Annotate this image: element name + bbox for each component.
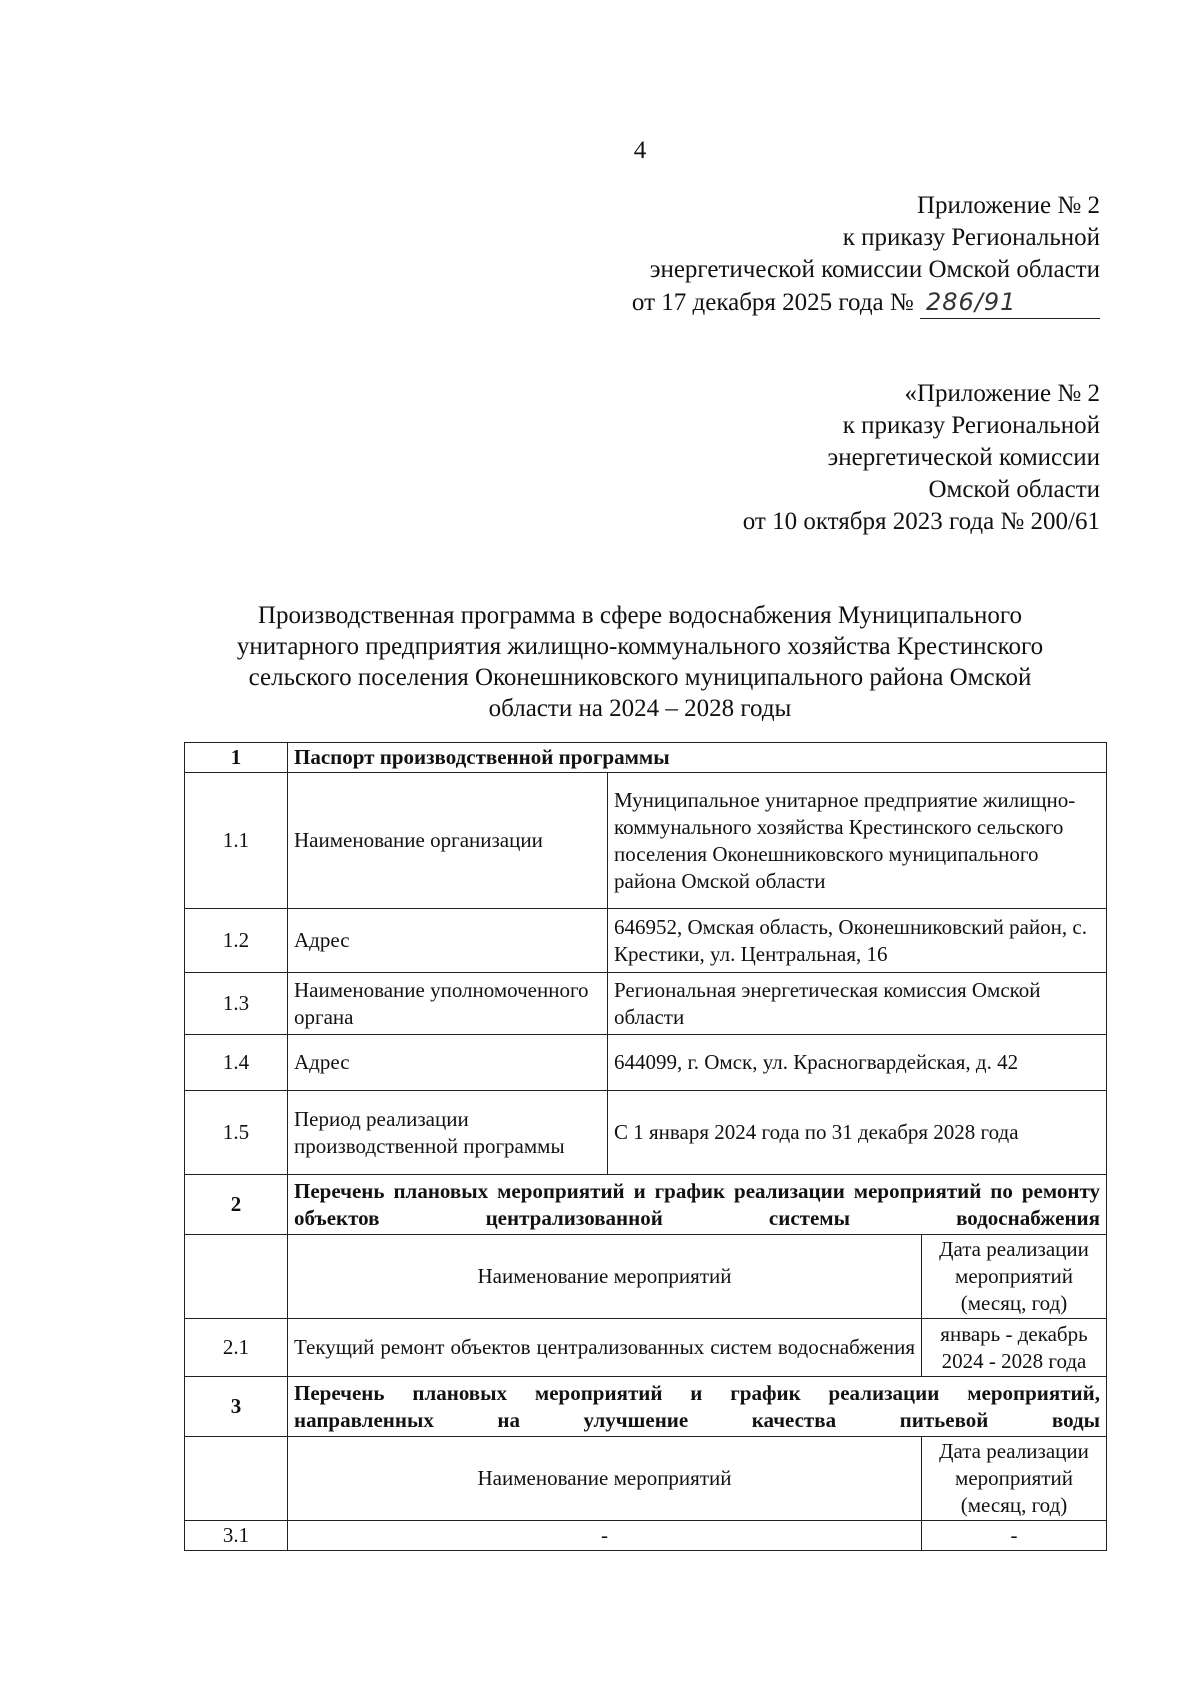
row-number: 2.1 — [185, 1319, 288, 1377]
appendix-line: энергетической комиссии Омской области — [649, 256, 1100, 283]
table-row — [185, 1035, 1107, 1091]
column-header-date: Дата реализации мероприятий (месяц, год) — [922, 1235, 1107, 1319]
table-row — [185, 1521, 1107, 1551]
row-number: 3.1 — [185, 1521, 288, 1551]
appendix-line: Приложение № 2 — [916, 192, 1100, 219]
row-label: Адрес — [288, 909, 608, 973]
section-title: Перечень плановых мероприятий и график реализации мероприятий по ремонту объектов централизованной системы водоснабжения — [288, 1175, 1107, 1235]
production-program-table — [184, 742, 1107, 1551]
measure-date: январь - декабрь 2024 - 2028 года — [922, 1319, 1107, 1377]
column-header-row — [185, 1235, 1107, 1319]
row-label: Период реализации производственной программы — [288, 1091, 608, 1175]
row-value: С 1 января 2024 года по 31 декабря 2028 года — [608, 1091, 1107, 1175]
row-label: Наименование уполномоченного органа — [288, 973, 608, 1035]
title-line: сельского поселения Оконешниковского муниципального района Омской — [248, 664, 1032, 691]
document-title — [190, 600, 1090, 724]
appendix-line: к приказу Региональной — [842, 224, 1100, 251]
measure-name: - — [288, 1521, 922, 1551]
table-row — [185, 1091, 1107, 1175]
appendix-header-new — [632, 190, 1100, 319]
row-number: 1.5 — [185, 1091, 288, 1175]
row-value: 644099, г. Омск, ул. Красногвардейская, д. 42 — [608, 1035, 1107, 1091]
section-2-header-row — [185, 1175, 1107, 1235]
empty-cell — [185, 1235, 288, 1319]
section-number: 1 — [185, 743, 288, 773]
appendix-date-prefix: от 17 декабря 2025 года № — [631, 289, 914, 316]
section-1-header-row — [185, 743, 1107, 773]
handwritten-order-number: 286/91 — [920, 286, 1100, 319]
section-number: 2 — [185, 1175, 288, 1235]
table-row — [185, 973, 1107, 1035]
column-header-name: Наименование мероприятий — [288, 1235, 922, 1319]
column-header-date: Дата реализации мероприятий (месяц, год) — [922, 1437, 1107, 1521]
row-number: 1.2 — [185, 909, 288, 973]
title-line: Производственная программа в сфере водоснабжения Муниципального — [257, 602, 1023, 629]
title-line: унитарного предприятия жилищно-коммунального хозяйства Крестинского — [236, 633, 1044, 660]
row-value: 646952, Омская область, Оконешниковский район, с. Крестики, ул. Центральная, 16 — [608, 909, 1107, 973]
appendix-line: к приказу Региональной — [842, 412, 1100, 439]
table-row — [185, 773, 1107, 909]
page-number: 4 — [633, 137, 647, 164]
measure-date: - — [922, 1521, 1107, 1551]
empty-cell — [185, 1437, 288, 1521]
title-line: области на 2024 – 2028 годы — [488, 695, 792, 722]
row-value: Региональная энергетическая комиссия Омской области — [608, 973, 1107, 1035]
row-number: 1.4 — [185, 1035, 288, 1091]
section-3-header-row — [185, 1377, 1107, 1437]
row-value: Муниципальное унитарное предприятие жилищно-коммунального хозяйства Крестинского сельского поселения Оконешниковского муниципального района Омской области — [608, 773, 1107, 909]
row-label: Наименование организации — [288, 773, 608, 909]
appendix-line: Омской области — [928, 476, 1100, 503]
appendix-line: энергетической комиссии — [827, 444, 1100, 471]
row-label: Адрес — [288, 1035, 608, 1091]
appendix-line: «Приложение № 2 — [904, 380, 1100, 407]
appendix-line: от 10 октября 2023 года № 200/61 — [742, 508, 1100, 535]
table-row — [185, 1319, 1107, 1377]
section-number: 3 — [185, 1377, 288, 1437]
section-title: Перечень плановых мероприятий и график реализации мероприятий, направленных на улучшение качества питьевой воды — [288, 1377, 1107, 1437]
appendix-date-line — [632, 286, 1100, 319]
appendix-header-old — [743, 378, 1100, 538]
column-header-row — [185, 1437, 1107, 1521]
table-row — [185, 909, 1107, 973]
column-header-name: Наименование мероприятий — [288, 1437, 922, 1521]
row-number: 1.3 — [185, 973, 288, 1035]
section-title: Паспорт производственной программы — [288, 743, 1107, 773]
measure-name: Текущий ремонт объектов централизованных систем водоснабжения — [288, 1319, 922, 1377]
row-number: 1.1 — [185, 773, 288, 909]
